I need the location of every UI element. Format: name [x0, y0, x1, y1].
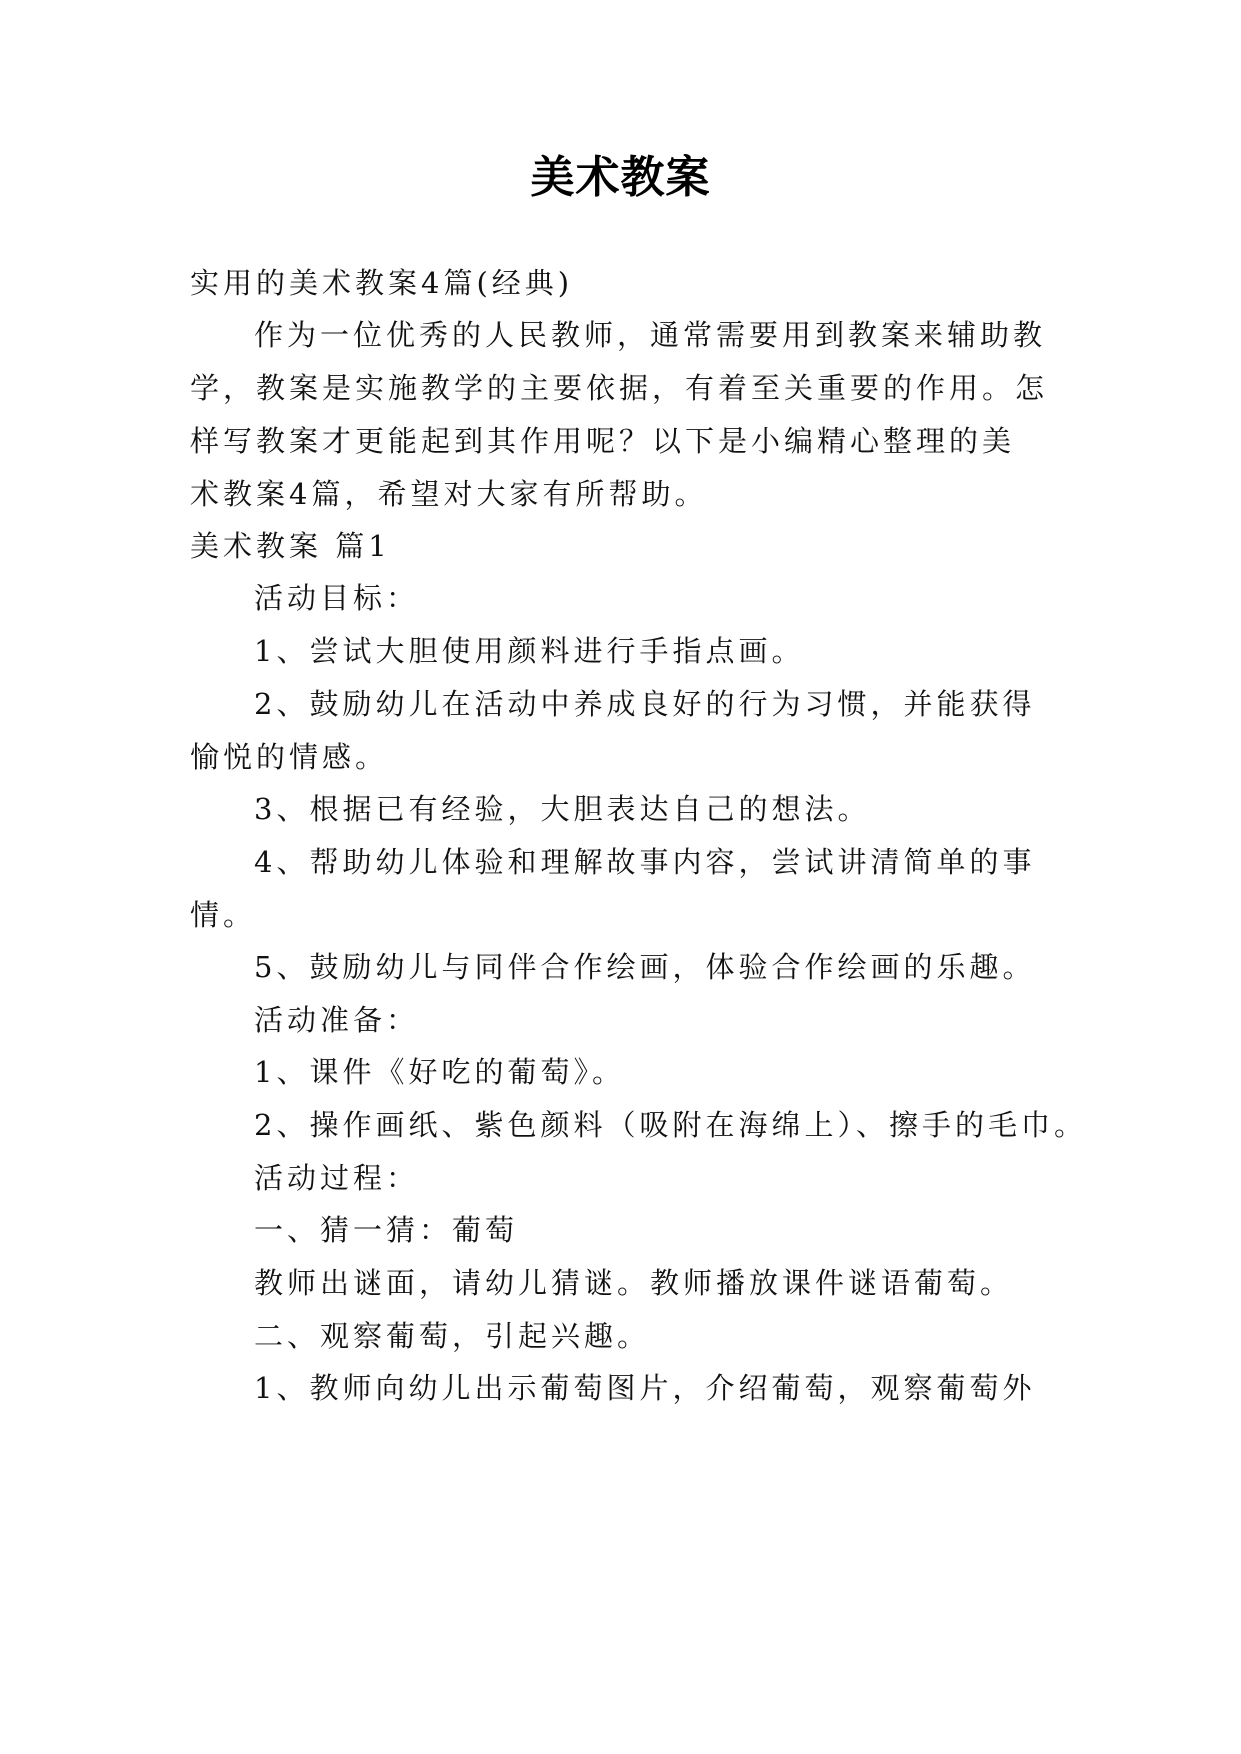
- list-item: 2、鼓励幼儿在活动中养成良好的行为习惯，并能获得: [254, 687, 1036, 721]
- paragraph-line: 术教案4篇，希望对大家有所帮助。: [190, 477, 708, 511]
- step-heading: 一、猜一猜：葡萄: [254, 1213, 519, 1247]
- step-heading: 二、观察葡萄，引起兴趣。: [254, 1319, 651, 1353]
- list-item: 3、根据已有经验，大胆表达自己的想法。: [254, 792, 871, 826]
- section-heading: 美术教案 篇1: [190, 529, 391, 563]
- subheading-line: 活动准备：: [254, 1003, 420, 1037]
- list-item: 1、尝试大胆使用颜料进行手指点画。: [254, 634, 805, 668]
- paragraph-line: 样写教案才更能起到其作用呢？以下是小编精心整理的美: [190, 424, 1016, 458]
- paragraph-line: 作为一位优秀的人民教师，通常需要用到教案来辅助教: [254, 318, 1047, 352]
- paragraph-line: 学，教案是实施教学的主要依据，有着至关重要的作用。怎: [190, 371, 1049, 405]
- list-item: 5、鼓励幼儿与同伴合作绘画，体验合作绘画的乐趣。: [254, 950, 1036, 984]
- list-item: 2、操作画纸、紫色颜料（吸附在海绵上）、擦手的毛巾。: [254, 1108, 1087, 1142]
- document-title: 美术教案: [530, 152, 711, 203]
- list-item-continuation: 愉悦的情感。: [190, 740, 389, 774]
- list-item: 4、帮助幼儿体验和理解故事内容，尝试讲清简单的事: [254, 845, 1036, 879]
- list-item: 1、课件《好吃的葡萄》。: [254, 1055, 625, 1089]
- subheading-line: 活动目标：: [254, 581, 420, 615]
- paragraph-line: 教师出谜面，请幼儿猜谜。教师播放课件谜语葡萄。: [254, 1266, 1014, 1300]
- subtitle-line: 实用的美术教案4篇(经典): [190, 266, 574, 300]
- list-item-continuation: 情。: [190, 898, 257, 932]
- subheading-line: 活动过程：: [254, 1161, 420, 1195]
- list-item: 1、教师向幼儿出示葡萄图片，介绍葡萄，观察葡萄外: [254, 1371, 1036, 1405]
